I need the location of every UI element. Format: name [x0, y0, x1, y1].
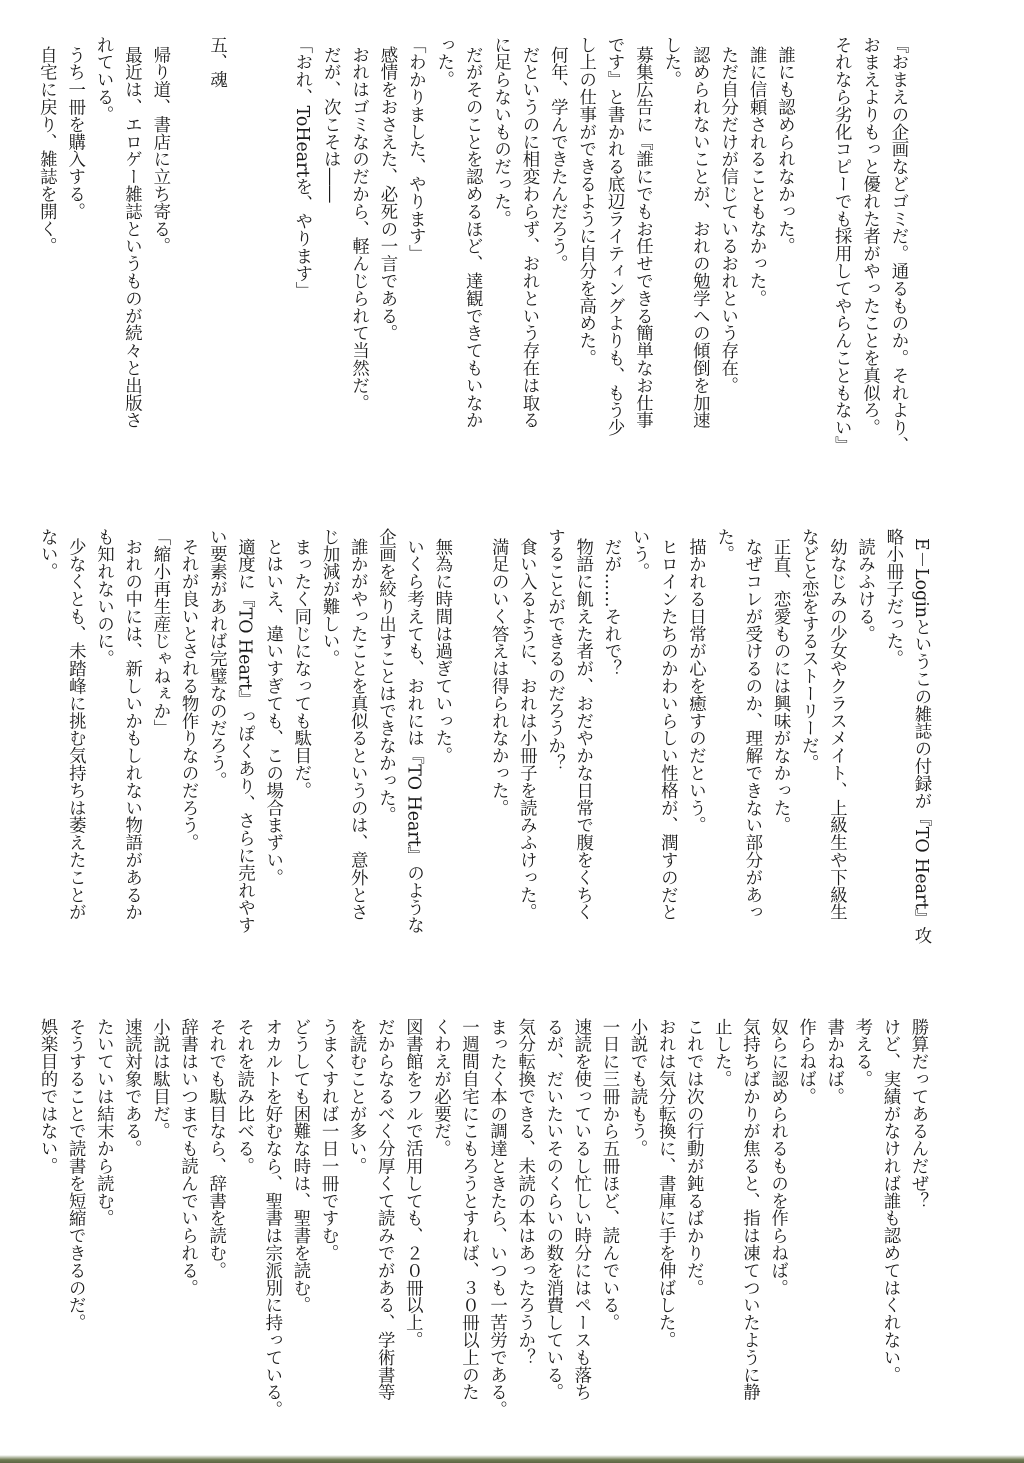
text-line: だが……それで？	[600, 538, 621, 678]
text-line: 誰に信頼されることもなかった。	[746, 46, 767, 308]
text-line: 幼なじみの少女やクラスメイト、上級生や下級生	[826, 538, 847, 922]
text-line: れている。	[93, 36, 114, 123]
page-edge	[0, 1455, 1024, 1463]
text-line: おれはゴミなのだから、軽んじられて当然だ。	[348, 46, 369, 412]
text-line: たいていは結末から読む。	[93, 1018, 114, 1227]
text-line: ヒロインたちのかわいらしい性格が、潤すのだと	[657, 538, 678, 922]
text-line: 読みふける。	[854, 538, 875, 643]
text-line: なぜコレが受けるのか、理解できない部分があっ	[741, 538, 762, 922]
text-line: 速読対象である。	[121, 1018, 142, 1158]
text-line: 誰にも認められなかった。	[774, 46, 795, 256]
text-line: まったく本の調達ときたら、いつも一苦労である。	[486, 1018, 507, 1419]
text-line: 奴らに認められるものを作らねば。	[767, 1018, 788, 1297]
text-line: 正直、恋愛ものには興味がなかった。	[770, 538, 791, 835]
text-line: た。	[713, 528, 734, 563]
blank-line	[456, 528, 484, 968]
text-line: そうすることで読書を短縮できるのだ。	[65, 1018, 86, 1332]
text-line: 作らねば。	[795, 1018, 816, 1105]
text-line: 勝算だってあるんだぜ？	[908, 1018, 928, 1210]
text-line: 止した。	[711, 1018, 732, 1088]
text-line: おれの中には、新しいかもしれない物語があるか	[121, 538, 142, 922]
text-line: 最近は、エロゲー雑誌というものが続々と出版さ	[121, 46, 142, 430]
text-line: ただ自分だけが信じているおれという存在。	[717, 46, 738, 395]
text-line: これでは次の行動が鈍るばかりだ。	[683, 1018, 704, 1297]
text-line: とはいえ、違いすぎても、この場合まずい。	[262, 538, 283, 887]
text-line: 食い入るように、おれは小冊子を読みふけった。	[516, 538, 537, 922]
text-line: った。	[433, 36, 454, 89]
text-line: それが良いとされる物作りなのだろう。	[178, 538, 199, 852]
text-line: 物語に飢えた者が、おだやかな日常で腹をくちく	[572, 538, 593, 922]
text-block-bottom	[33, 1018, 932, 1448]
text-line: 娯楽目的ではない。	[37, 1018, 58, 1175]
text-line: 誰かがやったことを真似るというのは、意外とさ	[347, 538, 368, 922]
text-line: それでも駄目なら、辞書を読む。	[205, 1018, 226, 1279]
text-line: を読むことが多い。	[346, 1018, 367, 1175]
text-line: 描かれる日常が心を癒すのだという。	[685, 538, 706, 835]
text-line: 小説は駄目だ。	[149, 1018, 170, 1140]
text-line: 「おれ、ToHeartを、やります」	[291, 36, 312, 300]
text-line: だというのに相変わらず、おれという存在は取る	[518, 46, 539, 430]
text-line: 認められないことが、おれの勉学への傾倒を加速	[689, 46, 710, 430]
text-line: 略小冊子だった。	[882, 528, 903, 668]
blank-line	[231, 36, 259, 476]
text-line: おれは気分転換に、書庫に手を伸ばした。	[655, 1018, 676, 1349]
text-line: 「わかりました、やります」	[405, 36, 426, 263]
text-line: 帰り道、書店に立ち寄る。	[149, 46, 170, 256]
text-line: オカルトを好むなら、聖書は宗派別に持っている。	[261, 1018, 282, 1419]
text-line: だがそのことを認めるほど、達観できてもいなか	[462, 46, 483, 430]
text-line: だからなるべく分厚くて読みでがある、学術書等	[374, 1018, 395, 1401]
text-line: し上の仕事ができるように自分を高めた。	[575, 36, 596, 367]
text-line: うまくすれば一日一冊ですむ。	[318, 1018, 339, 1262]
blank-line	[174, 36, 202, 476]
text-line: などと恋をするストーリーだ。	[798, 528, 819, 772]
text-line: けど、実績がなければ誰も認めてはくれない。	[879, 1018, 900, 1384]
text-line: 小説でも読もう。	[627, 1018, 648, 1158]
text-line: それを読み比べる。	[233, 1018, 254, 1175]
text-line: 図書館をフルで活用しても、２０冊以上。	[402, 1018, 423, 1349]
text-line: くわえが必要だ。	[430, 1018, 451, 1158]
text-line: 一週間自宅にこもろうとすれば、３０冊以上のた	[458, 1018, 479, 1401]
text-line: 一日に三冊から五冊ほど、読んでいる。	[598, 1018, 619, 1332]
text-line: おまえよりもっと優れた者がやったことを真似ろ。	[859, 36, 880, 437]
text-line: 気分転換できる、未読の本はあったろうか？	[514, 1018, 535, 1366]
text-line: 考える。	[851, 1018, 872, 1088]
text-line: それなら劣化コピーでも採用してやらんこともない』	[831, 36, 852, 454]
text-line: 「縮小再生産じゃねぇか」	[149, 528, 170, 737]
text-line: することができるのだろうか？	[544, 528, 565, 772]
text-line: だが、次こそは――	[320, 46, 341, 204]
text-line: いう。	[629, 528, 650, 581]
text-line: 『おまえの企画などゴミだ。通るものか。それより、	[888, 36, 908, 454]
text-line: 書かねば。	[823, 1018, 844, 1105]
text-line: まったく同じになっても駄目だ。	[290, 538, 311, 800]
text-line: に足らないものだった。	[490, 36, 511, 228]
text-line: ない。	[37, 528, 58, 581]
text-line: 満足のいく答えは得られなかった。	[488, 538, 509, 817]
text-line: 五、魂	[206, 36, 227, 89]
blank-line	[798, 36, 826, 476]
text-line: です』と書かれる底辺ライティングよりも、もう少	[604, 36, 625, 437]
text-line: 募集広告に『誰にでもお任せできる簡単なお仕事	[632, 46, 653, 430]
text-line: 感情をおさえた、必死の一言である。	[376, 46, 397, 343]
text-line: 自宅に戻り、雑誌を開く。	[36, 46, 57, 256]
text-line: 何年、学んできたんだろう。	[547, 46, 568, 273]
blank-line	[259, 36, 287, 476]
text-line: 企画を絞り出すことはできなかった。	[375, 528, 396, 824]
text-line: 気持ちばかりが焦ると、指は凍てついたように静	[739, 1018, 760, 1401]
text-line: 速読を使っているし忙しい時分にはペースも落ち	[570, 1018, 591, 1401]
text-block-top	[32, 36, 912, 476]
text-line: うち一冊を購入する。	[64, 46, 85, 221]
text-line: E－Loginというこの雑誌の付録が『TO Heart』攻	[911, 538, 931, 945]
text-line: も知れないのに。	[93, 528, 114, 668]
text-line: 無為に時間は過ぎていった。	[431, 538, 452, 765]
text-line: 適度に『TO Heart』っぽくあり、さらに売れやす	[234, 538, 255, 935]
text-line: いくら考えても、おれには『TO Heart』のような	[403, 538, 424, 935]
text-line: るが、だいたいそのくらいの数を消費している。	[542, 1018, 563, 1401]
text-line: した。	[660, 36, 681, 89]
text-line: どうしても困難な時は、聖書を読む。	[289, 1018, 310, 1314]
text-block-middle	[33, 528, 935, 968]
text-line: 辞書はいつまでも読んでいられる。	[177, 1018, 198, 1297]
text-line: じ加減が難しい。	[319, 528, 340, 668]
text-line: い要素があれば完璧なのだろう。	[206, 528, 227, 789]
text-line: 少なくとも、未踏峰に挑む気持ちは萎えたことが	[65, 538, 86, 922]
